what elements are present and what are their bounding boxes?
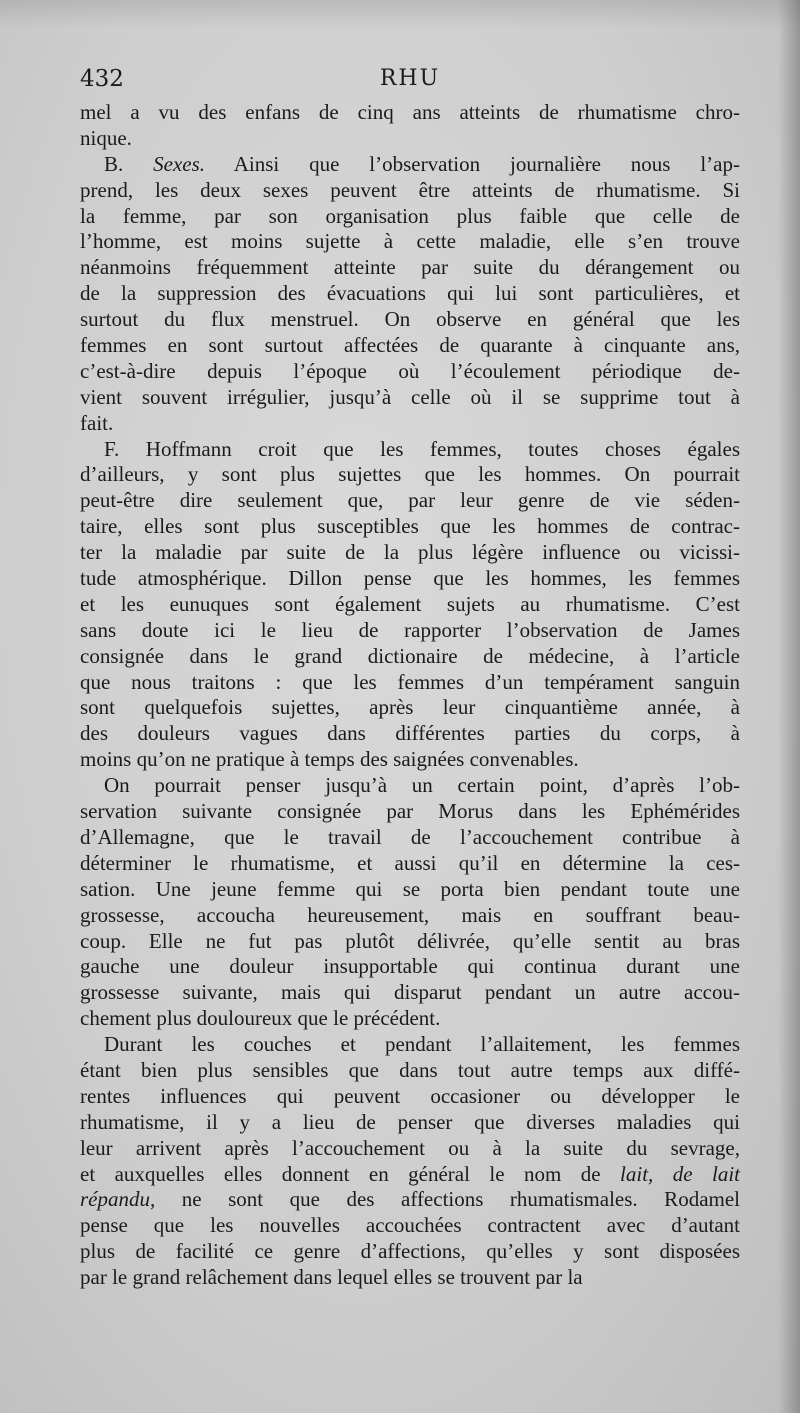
paragraph xyxy=(80,773,740,1032)
text-line: consignée dans le grand dictionaire de médecine, à l’article xyxy=(80,643,740,668)
text-line: plus de facilité ce genre d’affections, qu’elles y sont disposées xyxy=(80,1239,740,1264)
text-line: des douleurs vagues dans différentes parties du corps, à xyxy=(80,721,740,746)
text-line: gauche une douleur insupportable qui continua durant une xyxy=(80,954,740,979)
text-line: taire, elles sont plus susceptibles que les hommes de contrac- xyxy=(80,514,740,539)
page-number: 432 xyxy=(80,66,124,92)
text-line: répandu, ne sont que des affections rhumatismales. Rodamel xyxy=(80,1187,740,1212)
body-text xyxy=(80,100,740,1291)
text-line: d’ailleurs, y sont plus sujettes que les hommes. On pourrait xyxy=(80,462,740,487)
text-line: vient souvent irrégulier, jusqu’à celle où il se supprime tout à xyxy=(80,384,740,409)
text-line: sont quelquefois sujettes, après leur cinquantième année, à xyxy=(80,695,740,720)
running-head: RHU xyxy=(379,66,441,91)
text-line: prend, les deux sexes peuvent être atteints de rhumatisme. Si xyxy=(80,177,740,202)
text-line: et auxquelles elles donnent en général le nom de lait, de lait xyxy=(80,1161,740,1186)
text-line: Durant les couches et pendant l’allaitement, les femmes xyxy=(104,1032,740,1057)
text-line: grossesse, accoucha heureusement, mais en souffrant beau- xyxy=(80,902,740,927)
page-shadow-top xyxy=(0,0,800,28)
text-line: rentes influences qui peuvent occasioner ou développer le xyxy=(80,1083,740,1108)
text-line: que nous traitons : que les femmes d’un tempérament sanguin xyxy=(80,669,740,694)
text-line: néanmoins fréquemment atteinte par suite du dérangement ou xyxy=(80,255,740,280)
text-line: déterminer le rhumatisme, et aussi qu’il en détermine la ces- xyxy=(80,850,740,875)
text-line: d’Allemagne, que le travail de l’accouchement contribue à xyxy=(80,824,740,849)
text-line: sans doute ici le lieu de rapporter l’observation de James xyxy=(80,617,740,642)
text-line: F. Hoffmann croit que les femmes, toutes choses égales xyxy=(104,436,740,461)
text-line: sation. Une jeune femme qui se porta bien pendant toute une xyxy=(80,876,740,901)
text-line: femmes en sont surtout affectées de quarante à cinquante ans, xyxy=(80,333,740,358)
text-line: chement plus douloureux que le précédent. xyxy=(80,1006,441,1031)
text-line: c’est-à-dire depuis l’époque où l’écoulement périodique de- xyxy=(80,358,740,383)
paragraph xyxy=(80,437,740,774)
page-shadow-right xyxy=(778,0,800,1413)
text-line: peut-être dire seulement que, par leur genre de vie séden- xyxy=(80,488,740,513)
text-line: nique. xyxy=(80,125,132,150)
text-line: la femme, par son organisation plus faible que celle de xyxy=(80,203,740,228)
text-line: servation suivante consignée par Morus dans les Ephémérides xyxy=(80,799,740,824)
text-line: coup. Elle ne fut pas plutôt délivrée, qu’elle sentit au bras xyxy=(80,928,740,953)
text-line: et les eunuques sont également sujets au rhumatisme. C’est xyxy=(80,591,740,616)
paragraph xyxy=(80,100,740,152)
text-line: pense que les nouvelles accouchées contractent avec d’autant xyxy=(80,1213,740,1238)
text-line: l’homme, est moins sujette à cette maladie, elle s’en trouve xyxy=(80,229,740,254)
page-header xyxy=(80,66,740,96)
text-line: leur arrivent après l’accouchement ou à la suite du sevrage, xyxy=(80,1135,740,1160)
text-line: étant bien plus sensibles que dans tout autre temps aux diffé- xyxy=(80,1057,740,1082)
text-line: tude atmosphérique. Dillon pense que les hommes, les femmes xyxy=(80,566,740,591)
paragraph xyxy=(80,1032,740,1291)
text-line: B. Sexes. Ainsi que l’observation journalière nous l’ap- xyxy=(104,151,740,176)
text-line: ter la maladie par suite de la plus légère influence ou vicissi- xyxy=(80,540,740,565)
text-line: On pourrait penser jusqu’à un certain point, d’après l’ob- xyxy=(104,773,740,798)
text-line: rhumatisme, il y a lieu de penser que diverses maladies qui xyxy=(80,1109,740,1134)
text-line: moins qu’on ne pratique à temps des saignées convenables. xyxy=(80,747,579,772)
paragraph xyxy=(80,152,740,437)
text-line: par le grand relâchement dans lequel elles se trouvent par la xyxy=(80,1265,583,1290)
text-line: surtout du flux menstruel. On observe en général que les xyxy=(80,307,740,332)
text-line: grossesse suivante, mais qui disparut pendant un autre accou- xyxy=(80,980,740,1005)
text-line: de la suppression des évacuations qui lui sont particulières, et xyxy=(80,281,740,306)
text-line: fait. xyxy=(80,410,114,435)
text-line: mel a vu des enfans de cinq ans atteints de rhumatisme chro- xyxy=(80,100,740,124)
